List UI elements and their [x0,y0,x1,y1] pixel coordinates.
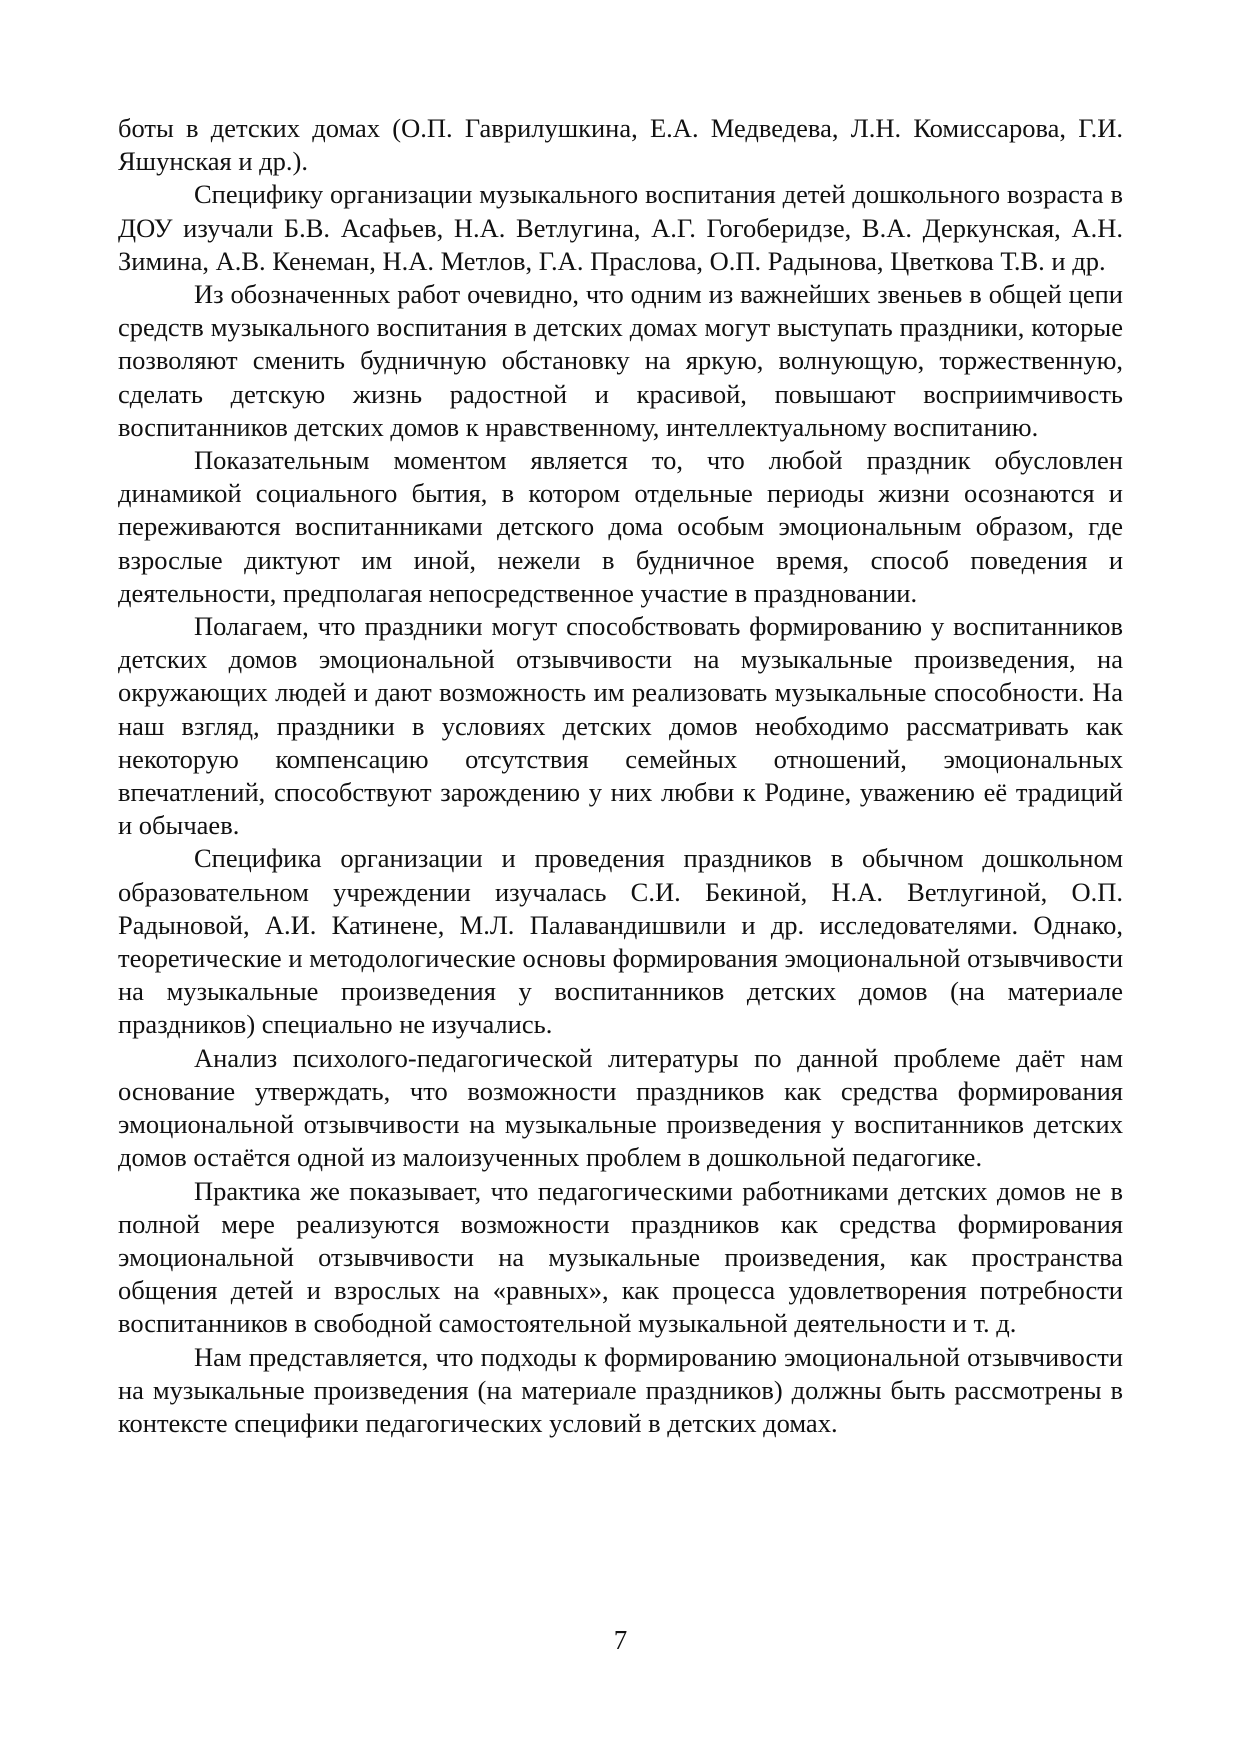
paragraph-9: Нам представляется, что подходы к формированию эмоциональной отзывчивости на музыкальные произведения (на материале праздников) должны быть рассмотрены в контексте специфики педагогических условий в детских домах. [118,1341,1123,1438]
paragraph-4: Показательным моментом является то, что любой праздник обусловлен динамикой социального бытия, в котором отдельные периоды жизни осознаются и переживаются воспитанниками детского дома особым эмоциональным образом, где взрослые диктуют им иной, нежели в будничное время, способ поведения и деятельности, предполагая непосредственное участие в праздновании. [118,445,1123,608]
paragraph-2: Специфику организации музыкального воспитания детей дошкольного возраста в ДОУ изучали Б.В. Асафьев, Н.А. Ветлугина, А.Г. Гогоберидзе, В.А. Деркунская, А.Н. Зимина, А.В. Кенеман, Н.А. Метлов, Г.А. Праслова, О.П. Радынова, Цветкова Т.В. и др. [118,179,1123,276]
paragraph-8: Практика же показывает, что педагогическими работниками детских домов не в полной мере реализуются возможности праздников как средства формирования эмоциональной отзывчивости на музыкальные произведения, как пространства общения детей и взрослых на «равных», как процесса удовлетворения потребности воспитанников в свободной самостоятельной музыкальной деятельности и т. д. [118,1175,1123,1339]
paragraph-7: Анализ психолого-педагогической литературы по данной проблеме даёт нам основание утверждать, что возможности праздников как средства формирования эмоциональной отзывчивости на музыкальные произведения у воспитанников детских домов остаётся одной из малоизученных проблем в дошкольной педагогике. [118,1042,1123,1173]
paragraph-6: Специфика организации и проведения праздников в обычном дошкольном образовательном учреждении изучалась С.И. Бекиной, Н.А. Ветлугиной, О.П. Радыновой, А.И. Катинене, М.Л. Палавандишвили и др. исследователями. Однако, теоретические и методологические основы формирования эмоциональной отзывчивости на музыкальные произведения у воспитанников детских домов (на материале праздников) специально не изучались. [118,843,1123,1040]
paragraph-1: боты в детских домах (О.П. Гаврилушкина, Е.А. Медведева, Л.Н. Комиссарова, Г.И. Яшунская и др.). [118,113,1123,177]
paragraph-5: Полагаем, что праздники могут способствовать формированию у воспитанников детских домов эмоциональной отзывчивости на музыкальные произведения, на окружающих людей и дают возможность им реализовать музыкальные способности. На наш взгляд, праздники в условиях детских домов необходимо рассматривать как некоторую компенсацию отсутствия семейных отношений, эмоциональных впечатлений, способствуют зарождению у них любви к Родине, уважению её традиций и обычаев. [118,611,1123,841]
paragraph-3: Из обозначенных работ очевидно, что одним из важнейших звеньев в общей цепи средств музыкального воспитания в детских домах могут выступать праздники, которые позволяют сменить будничную обстановку на яркую, волнующую, торжественную, сделать детскую жизнь радостной и красивой, повышают восприимчивость воспитанников детских домов к нравственному, интеллектуальному воспитанию. [118,279,1123,442]
page-body [118,112,1123,1440]
page-number: 7 [613,1625,628,1655]
